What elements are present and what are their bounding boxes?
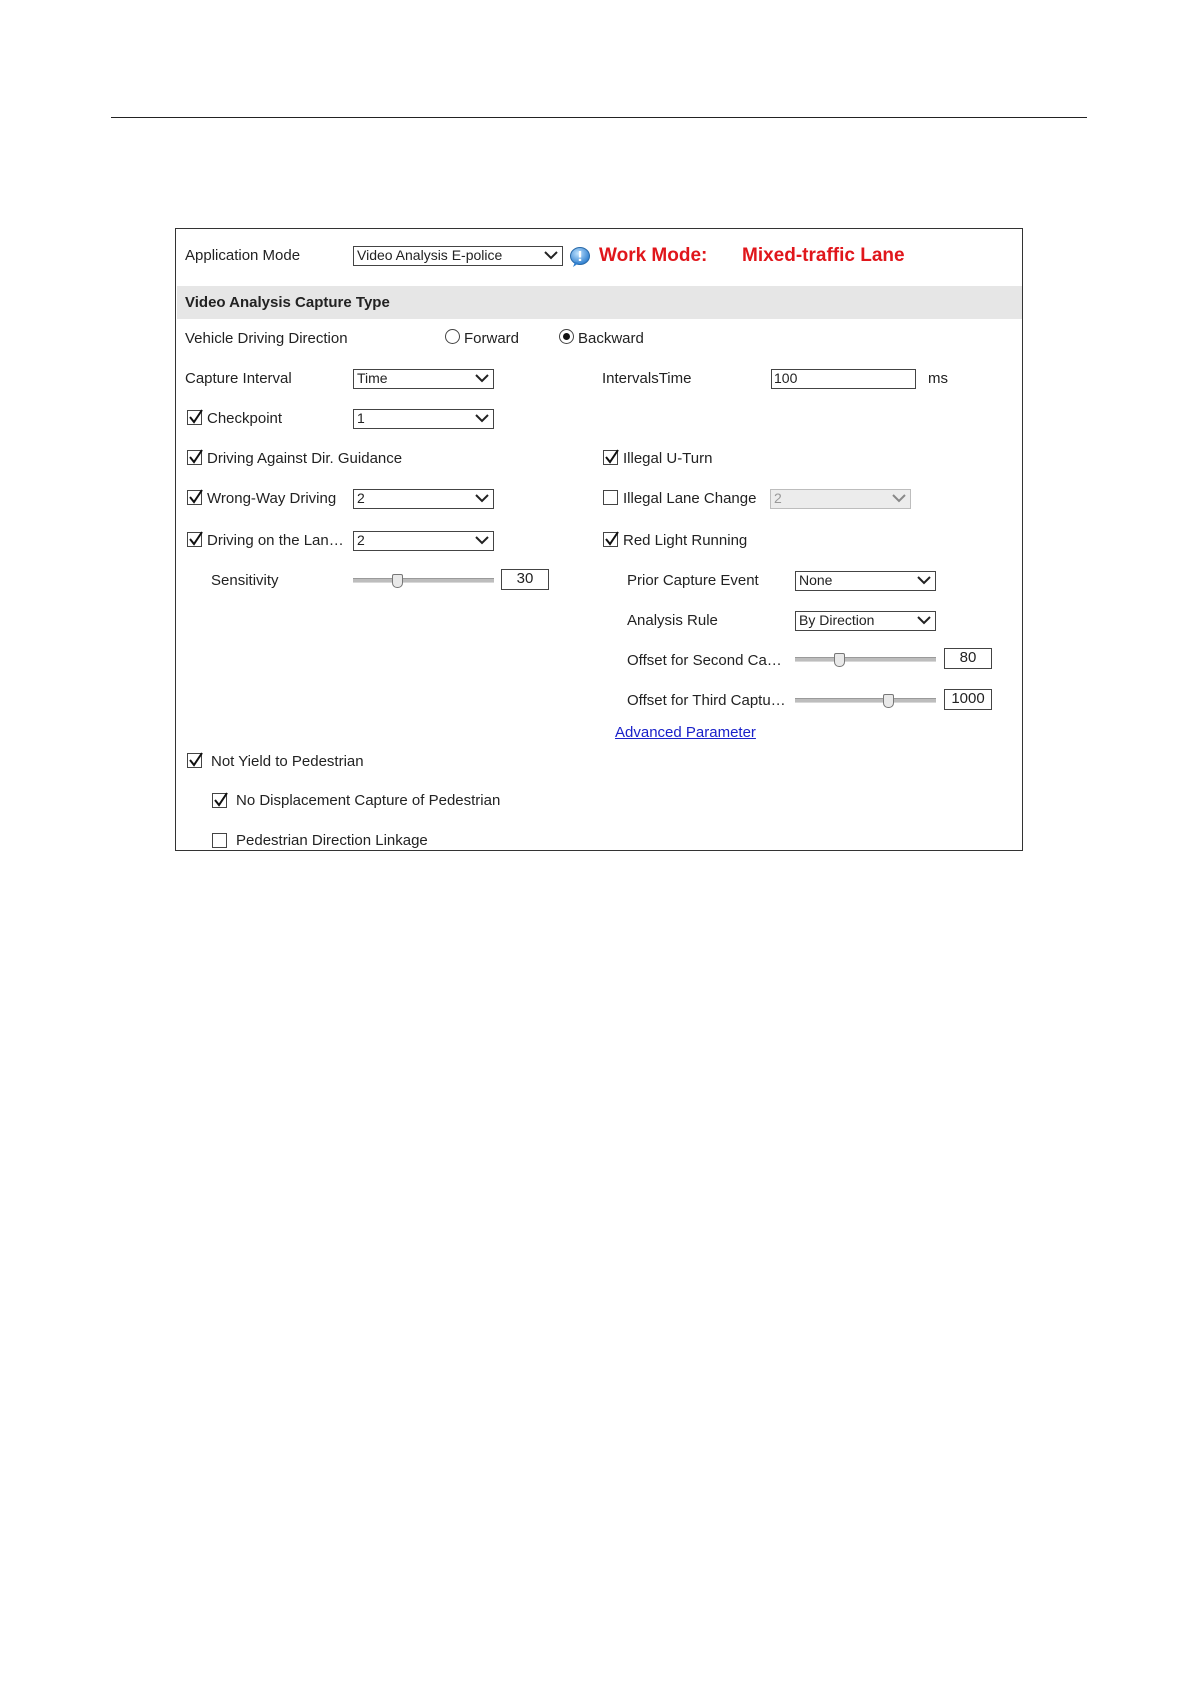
chevron-down-icon — [544, 249, 558, 261]
driving-lane-select[interactable] — [353, 531, 494, 551]
analysis-rule-select[interactable] — [795, 611, 936, 631]
lane-change-checkbox[interactable] — [603, 490, 618, 505]
checkpoint-select[interactable] — [353, 409, 494, 429]
checkpoint-label: Checkpoint — [207, 410, 283, 427]
chevron-down-icon — [475, 534, 489, 546]
not-yield-label: Not Yield to Pedestrian — [211, 753, 364, 770]
check-icon — [213, 792, 229, 808]
slider-thumb[interactable] — [834, 653, 845, 667]
forward-radio[interactable] — [445, 329, 460, 344]
check-icon — [604, 449, 620, 465]
intervals-time-unit: ms — [928, 370, 948, 387]
checkpoint-checkbox[interactable] — [187, 410, 202, 425]
offset-second-label: Offset for Second Ca… — [627, 652, 782, 669]
driving-lane-value: 2 — [357, 532, 365, 548]
section-header — [177, 286, 1022, 319]
sensitivity-slider[interactable] — [353, 571, 494, 591]
wrong-way-value: 2 — [357, 490, 365, 506]
analysis-rule-value: By Direction — [799, 612, 875, 628]
lane-change-label: Illegal Lane Change — [623, 490, 757, 507]
slider-track — [795, 657, 936, 662]
sensitivity-label: Sensitivity — [211, 572, 279, 589]
u-turn-label: Illegal U-Turn — [623, 450, 713, 467]
capture-interval-value: Time — [357, 370, 388, 386]
slider-track — [795, 698, 936, 703]
red-light-label: Red Light Running — [623, 532, 748, 549]
chevron-down-icon — [475, 492, 489, 504]
prior-capture-select[interactable] — [795, 571, 936, 591]
capture-interval-select[interactable] — [353, 369, 494, 389]
prior-capture-label: Prior Capture Event — [627, 572, 759, 589]
u-turn-checkbox[interactable] — [603, 450, 618, 465]
lane-change-value: 2 — [774, 490, 782, 506]
chevron-down-icon — [475, 372, 489, 384]
radio-selected-dot — [563, 333, 570, 340]
red-light-checkbox[interactable] — [603, 532, 618, 547]
check-icon — [188, 531, 204, 547]
application-mode-select[interactable] — [353, 246, 563, 266]
sensitivity-value-box[interactable]: 30 — [501, 569, 549, 590]
no-displacement-label: No Displacement Capture of Pedestrian — [236, 792, 501, 809]
intervals-time-label: IntervalsTime — [602, 370, 692, 387]
section-title: Video Analysis Capture Type — [185, 294, 390, 311]
header-rule — [111, 117, 1087, 118]
wrong-way-checkbox[interactable] — [187, 490, 202, 505]
capture-interval-label: Capture Interval — [185, 370, 292, 387]
work-mode-label: Work Mode: — [599, 245, 708, 266]
check-icon — [188, 409, 204, 425]
wrong-way-select[interactable] — [353, 489, 494, 509]
no-displacement-checkbox[interactable] — [212, 793, 227, 808]
wrong-way-label: Wrong-Way Driving — [207, 490, 337, 507]
against-dir-checkbox[interactable] — [187, 450, 202, 465]
slider-track — [353, 578, 494, 583]
chevron-down-icon — [917, 614, 931, 626]
slider-thumb[interactable] — [392, 574, 403, 588]
chevron-down-icon — [475, 412, 489, 424]
check-icon — [188, 489, 204, 505]
prior-capture-value: None — [799, 572, 833, 588]
not-yield-checkbox[interactable] — [187, 753, 202, 768]
against-dir-label: Driving Against Dir. Guidance — [207, 450, 403, 467]
check-icon — [188, 449, 204, 465]
driving-lane-checkbox[interactable] — [187, 532, 202, 547]
backward-label: Backward — [578, 330, 644, 347]
offset-third-label: Offset for Third Captu… — [627, 692, 786, 709]
offset-second-value-box[interactable]: 80 — [944, 648, 992, 669]
check-icon — [604, 531, 620, 547]
chevron-down-icon — [917, 574, 931, 586]
driving-direction-label: Vehicle Driving Direction — [185, 330, 348, 347]
backward-radio[interactable] — [559, 329, 574, 344]
slider-thumb[interactable] — [883, 694, 894, 708]
forward-label: Forward — [464, 330, 520, 347]
application-mode-label: Application Mode — [185, 247, 301, 264]
application-mode-value: Video Analysis E-police — [357, 247, 503, 263]
offset-third-value-box[interactable]: 1000 — [944, 689, 992, 710]
work-mode-value: Mixed-traffic Lane — [742, 245, 905, 266]
driving-lane-label: Driving on the Lan… — [207, 532, 344, 549]
check-icon — [188, 752, 204, 768]
direction-linkage-checkbox[interactable] — [212, 833, 227, 848]
direction-linkage-label: Pedestrian Direction Linkage — [236, 832, 428, 849]
advanced-parameter-link[interactable]: Advanced Parameter — [615, 724, 756, 741]
chevron-down-icon — [892, 492, 906, 504]
checkpoint-value: 1 — [357, 410, 365, 426]
analysis-rule-label: Analysis Rule — [627, 612, 718, 629]
settings-panel — [175, 228, 1023, 851]
offset-third-slider[interactable] — [795, 691, 936, 711]
info-icon[interactable] — [569, 246, 591, 268]
intervals-time-input[interactable]: 100 — [771, 369, 916, 389]
lane-change-select[interactable] — [770, 489, 911, 509]
offset-second-slider[interactable] — [795, 650, 936, 670]
